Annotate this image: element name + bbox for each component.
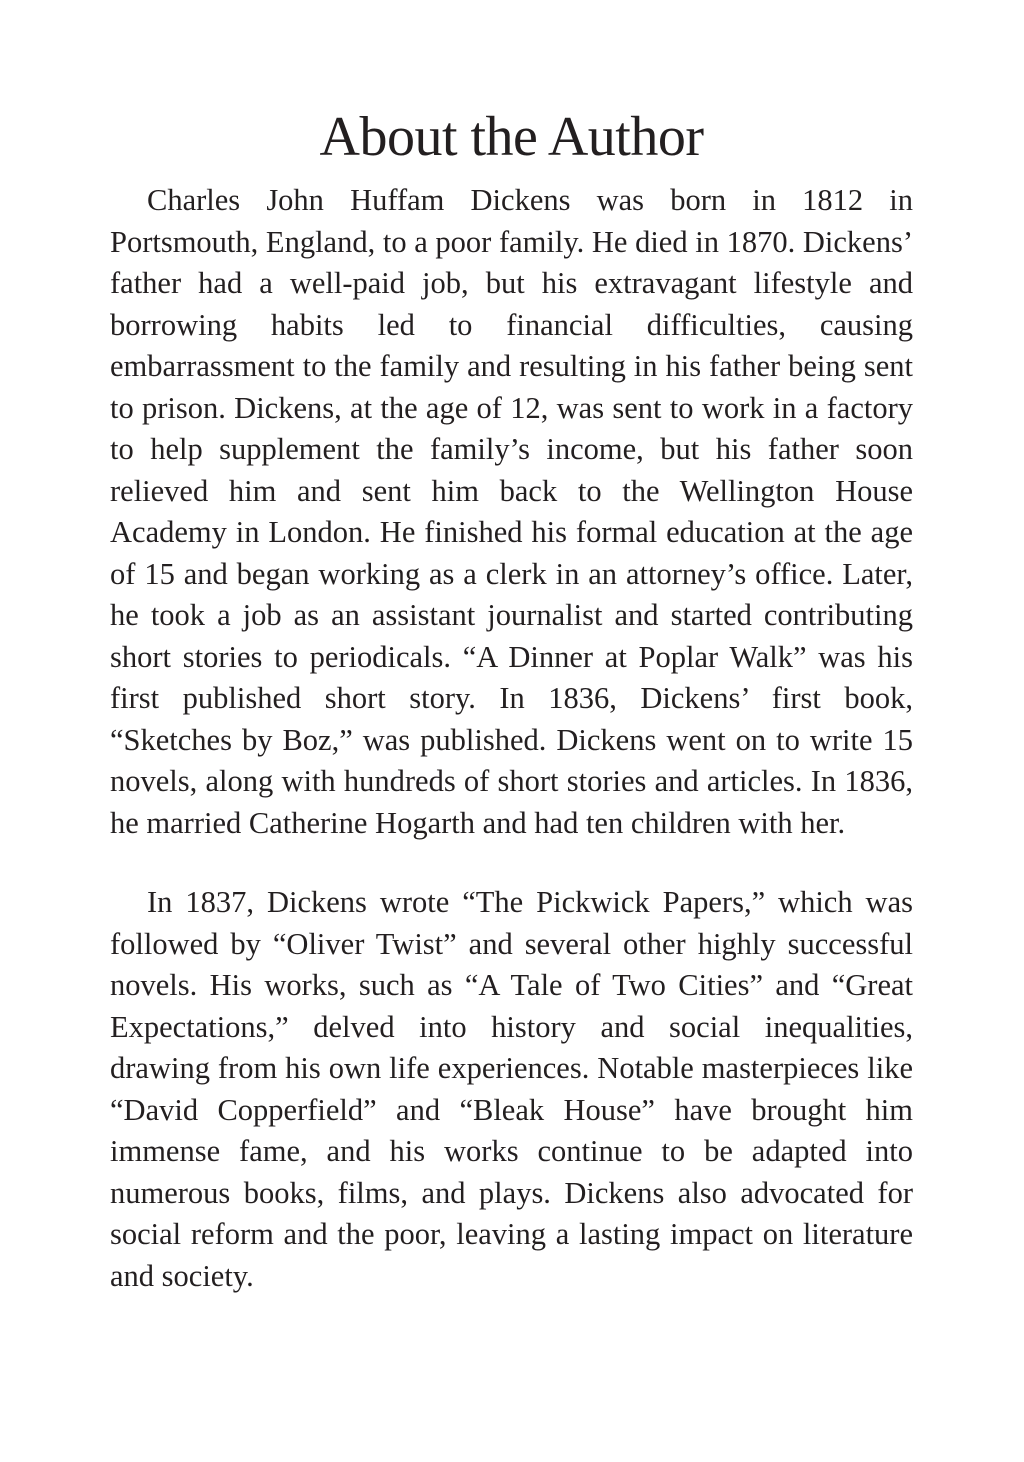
page-title: About the Author: [319, 106, 704, 168]
document-page: [110, 108, 913, 1297]
paragraph-works: In 1837, Dickens wrote “The Pickwick Papers,” which was followed by “Oliver Twist” and several other highly successful novels. His works, such as “A Tale of Two Cities” and “Great Expectations,” delved into history and social inequalities, drawing from his own life experiences. Notable masterpieces like “David Copperfield” and “Bleak House” have brought him immense fame, and his works continue to be adapted into numerous books, films, and plays. Dickens also advocated for social reform and the poor, leaving a lasting impact on literature and society.: [110, 885, 913, 1293]
paragraph-biography: Charles John Huffam Dickens was born in 1812 in Portsmouth, England, to a poor family. He died in 1870. Dickens’ father had a well-paid job, but his extravagant lifestyle and borrowing habits led to financial difficulties, causing embarrassment to the family and resulting in his father being sent to prison. Dickens, at the age of 12, was sent to work in a factory to help supplement the family’s income, but his father soon relieved him and sent him back to the Wellington House Academy in London. He finished his formal education at the age of 15 and began working as a clerk in an attorney’s office. Later, he took a job as an assistant journalist and started contributing short stories to periodicals. “A Dinner at Poplar Walk” was his first published short story. In 1836, Dickens’ first book, “Sketches by Boz,” was published. Dickens went on to write 15 novels, along with hundreds of short stories and articles. In 1836, he married Catherine Hogarth and had ten children with her.: [110, 183, 913, 840]
